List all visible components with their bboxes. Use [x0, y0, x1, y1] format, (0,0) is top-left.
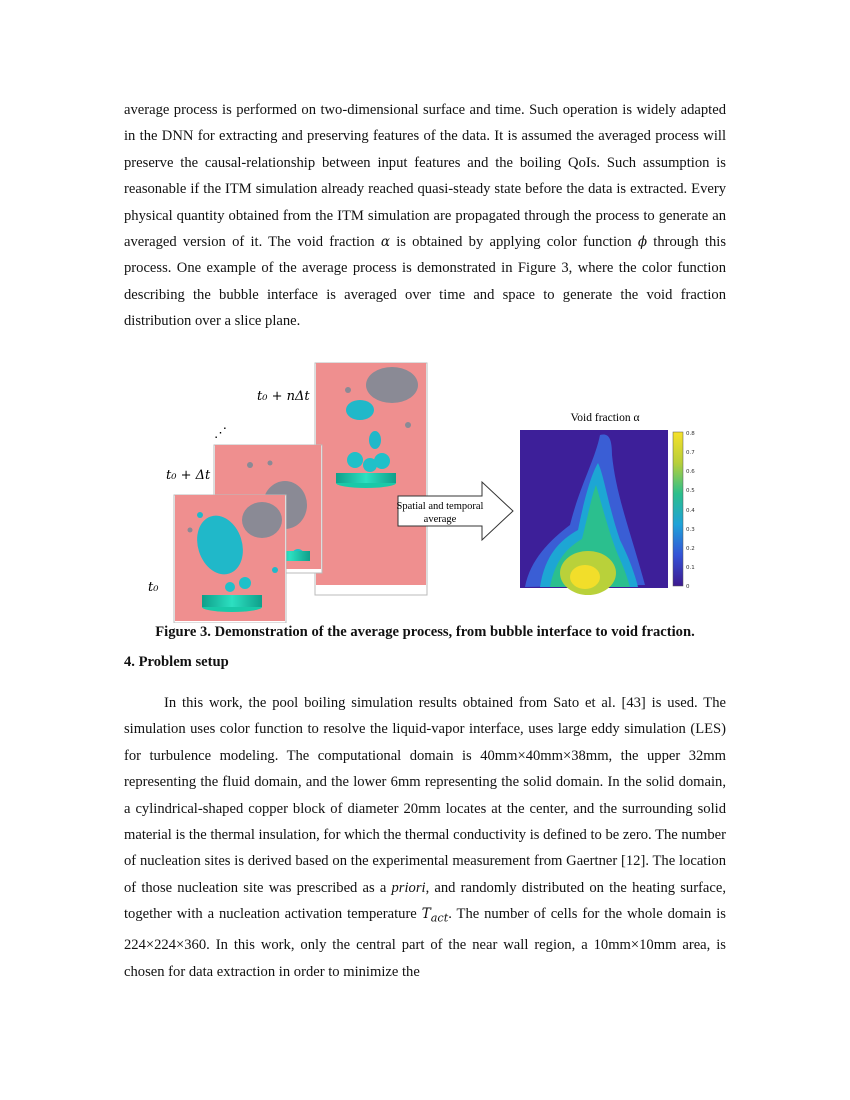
body-paragraph-2 [124, 690, 726, 985]
arrow-label-line1: Spatial and temporal [396, 501, 484, 512]
ellipsis-dots: ⋰ [214, 426, 227, 441]
para2-text-c: . The number of cells for the whole domain is 224×224×360. In this work, only the central part of the near wall region, a 10mm×10mm area, is chosen for data extraction in order to minimize the [124, 906, 726, 980]
tact-symbol [421, 906, 449, 925]
body-paragraph-1 [124, 97, 726, 335]
figure-caption: Figure 3. Demonstration of the average process, from bubble interface to void fraction. [155, 624, 695, 640]
alpha-symbol: α [380, 234, 390, 251]
priori-italic: priori [391, 879, 426, 896]
para1-text-a: average process is performed on two-dimensional surface and time. Such operation is widely adapted in the DNN for extracting and preserving features of the data. It is assumed the averaged process will preserve the causal-relationship between input features and the boiling QoIs. Such assumption is reasonable if the ITM simulation already reached quasi-steady state before the data is extracted. Every physical quantity obtained from the ITM simulation are propagated through the process to generate an averaged version of it. The void fraction [124, 102, 726, 251]
section-heading: 4. Problem setup [124, 654, 229, 670]
tact-base: T [421, 906, 431, 923]
colorbar-tick-0: 0 [686, 584, 690, 590]
colormap-title: Void fraction α [570, 412, 640, 424]
label-t0-plus-n-dt: t₀ + nΔt [257, 389, 310, 404]
colorbar-tick-0.1: 0.1 [686, 565, 695, 571]
arrow-label-line2: average [423, 514, 457, 525]
void-fraction-map [520, 412, 695, 595]
para1-text-b: is obtained by applying color function [390, 234, 638, 251]
panel-tn [315, 363, 427, 595]
colorbar-tick-0.4: 0.4 [686, 508, 695, 514]
tact-subscript: act [430, 911, 449, 925]
colorbar-tick-0.7: 0.7 [686, 450, 695, 456]
colorbar-tick-0.3: 0.3 [686, 527, 695, 533]
figure-3 [130, 355, 720, 623]
phi-symbol: ϕ [637, 234, 648, 251]
colorbar-tick-0.8: 0.8 [686, 431, 695, 437]
figure-3-illustration [130, 355, 720, 623]
para1-text-c: through this process. One example of the average process is demonstrated in Figure 3, where the color function describing the bubble interface is averaged over time and space to generate the void fraction distribution over a slice plane. [124, 234, 726, 330]
label-t0: t₀ [148, 580, 159, 595]
label-t0-plus-dt: t₀ + Δt [166, 468, 211, 483]
colorbar-tick-0.6: 0.6 [686, 469, 695, 475]
colorbar-tick-0.2: 0.2 [686, 546, 695, 552]
colorbar-tick-0.5: 0.5 [686, 488, 695, 494]
para2-text-b: , and randomly distributed on the heating surface, together with a nucleation activation temperature [124, 879, 726, 923]
panel-t0 [174, 495, 286, 623]
para2-text-a: In this work, the pool boiling simulation results obtained from Sato et al. [43] is used. The simulation uses color function to resolve the liquid-vapor interface, uses large eddy simulation (LES) for turbulence modeling. The computational domain is 40mm×40mm×38mm, the upper 32mm representing the fluid domain, and the lower 6mm representing the solid domain. In the solid domain, a cylindrical-shaped copper block of diameter 20mm locates at the center, and the surrounding solid material is the thermal insulation, for which the thermal conductivity is defined to be zero. The number of nucleation sites is derived based on the experimental measurement from Gaertner [12]. The location of those nucleation site was prescribed as a [124, 695, 726, 896]
